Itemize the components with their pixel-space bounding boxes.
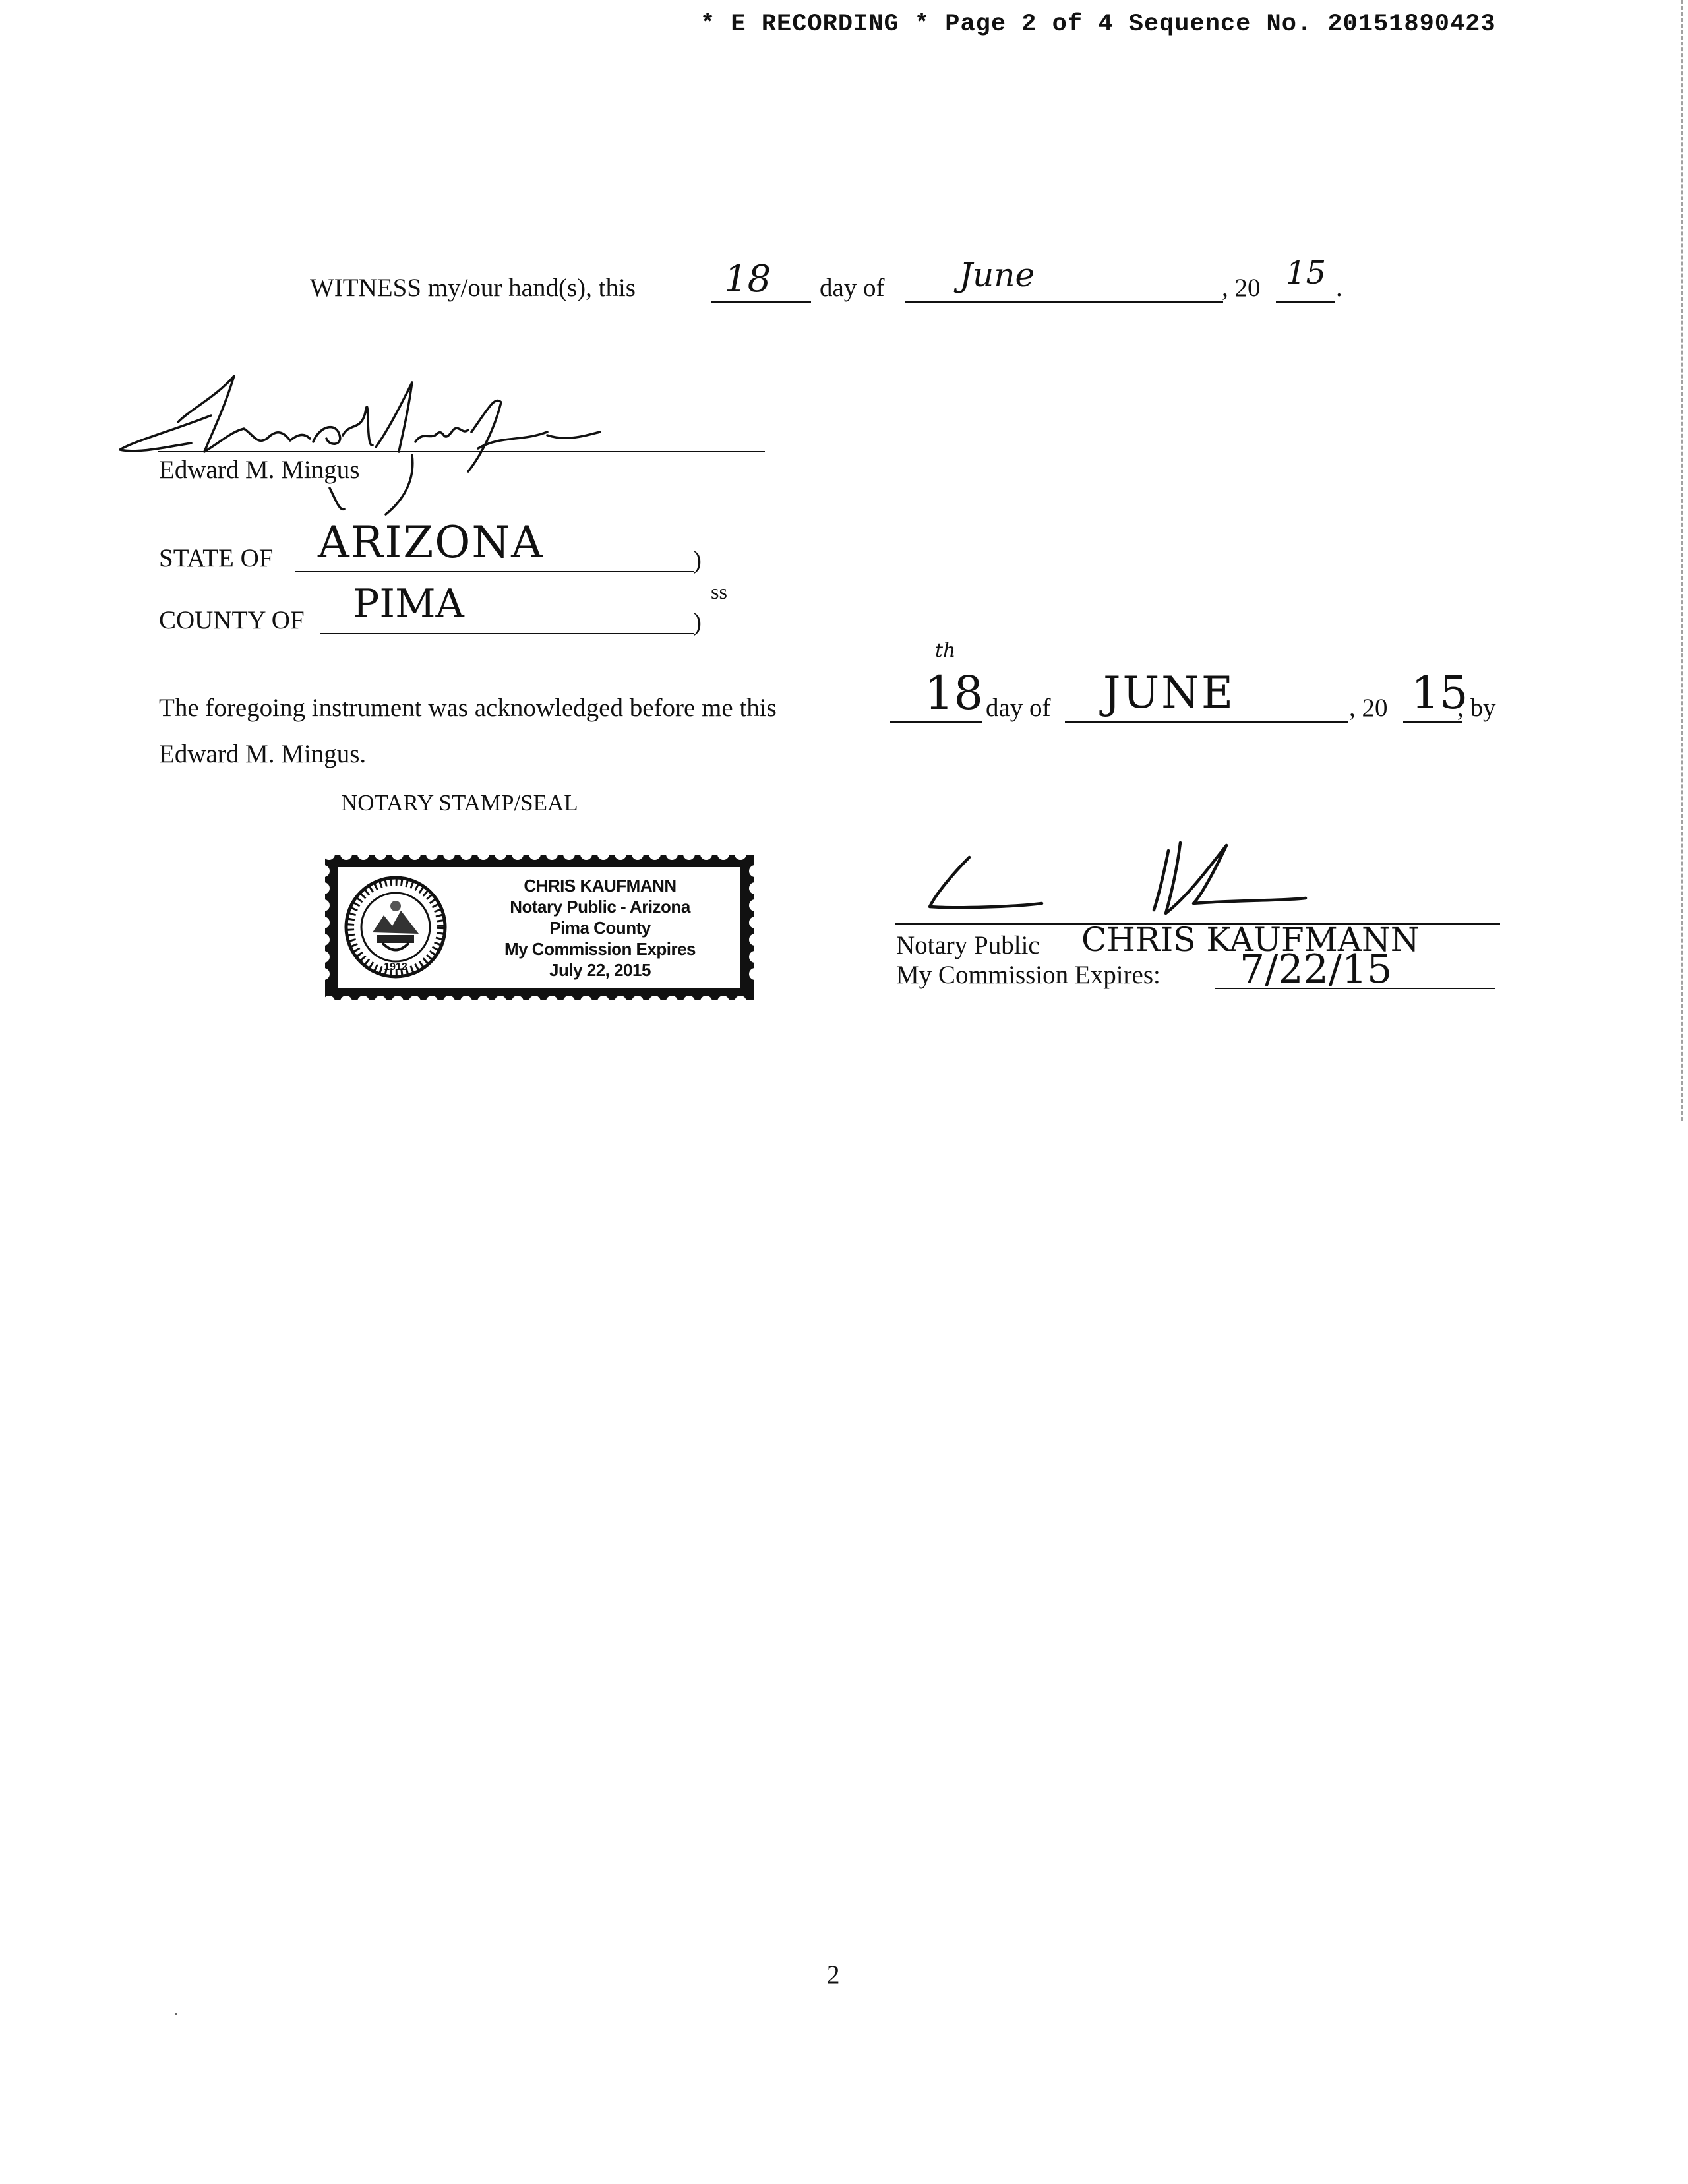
stamp-notch xyxy=(597,996,609,1008)
ack-day-suffix: th xyxy=(935,639,956,662)
stamp-notch xyxy=(735,996,746,1008)
witness-period: . xyxy=(1336,274,1342,302)
county-rule xyxy=(320,633,694,634)
notary-stamp-caption: NOTARY STAMP/SEAL xyxy=(341,790,578,816)
page-number: 2 xyxy=(827,1960,840,1989)
stamp-notch xyxy=(426,996,438,1008)
stamp-notch xyxy=(318,917,330,928)
county-paren: ) xyxy=(693,608,702,636)
stamp-notch xyxy=(443,848,455,860)
stamp-notch xyxy=(495,848,506,860)
scan-edge xyxy=(1679,0,1683,1121)
ack-day-of: day of xyxy=(986,694,1051,722)
stamp-notch xyxy=(615,996,626,1008)
stamp-notch xyxy=(649,996,661,1008)
ack-by: , by xyxy=(1457,694,1496,722)
stamp-notch xyxy=(512,848,524,860)
signer-signature-text: Edward M. Mingus xyxy=(112,369,117,370)
stamp-line-3: Pima County xyxy=(549,918,651,938)
stamp-notch xyxy=(460,996,472,1008)
stamp-notch xyxy=(700,848,712,860)
stamp-notch xyxy=(357,996,369,1008)
notary-signature-graphic xyxy=(917,837,1431,930)
stamp-line-4: My Commission Expires xyxy=(504,939,696,959)
witness-day-value: 18 xyxy=(724,258,771,301)
stamp-notch xyxy=(318,865,330,877)
state-rule xyxy=(295,571,694,572)
stamp-notch xyxy=(409,848,421,860)
witness-day-of: day of xyxy=(820,274,885,302)
stamp-notch xyxy=(477,848,489,860)
stamp-notch xyxy=(563,848,575,860)
ack-month-rule xyxy=(1065,721,1348,723)
stamp-notch xyxy=(318,968,330,980)
notary-expires-value: 7/22/15 xyxy=(1240,946,1393,992)
stamp-notch xyxy=(392,996,404,1008)
ack-century: , 20 xyxy=(1349,694,1388,722)
stamp-notch xyxy=(318,899,330,911)
stamp-notch xyxy=(717,848,729,860)
ack-text: The foregoing instrument was acknowledged before me this xyxy=(159,694,777,722)
stamp-notch xyxy=(615,848,626,860)
stamp-notch xyxy=(318,882,330,894)
stamp-notch xyxy=(735,848,746,860)
stamp-notch xyxy=(749,934,761,946)
stamp-notch xyxy=(632,848,644,860)
ss-label: ss xyxy=(711,580,727,603)
state-label: STATE OF xyxy=(159,544,274,572)
stamp-notch xyxy=(749,917,761,928)
stamp-notch xyxy=(495,996,506,1008)
ack-month-value: JUNE xyxy=(1103,667,1236,718)
signer-name: Edward M. Mingus xyxy=(159,456,360,484)
stamp-notch xyxy=(375,848,386,860)
ack-day-rule xyxy=(890,721,982,723)
stamp-notch xyxy=(749,899,761,911)
stamp-notch xyxy=(357,848,369,860)
stamp-notch xyxy=(460,848,472,860)
recording-header: * E RECORDING * Page 2 of 4 Sequence No. 20151890423 xyxy=(700,11,1496,38)
stamp-notch xyxy=(529,848,541,860)
stamp-notch xyxy=(683,996,695,1008)
stamp-notch xyxy=(375,996,386,1008)
stamp-line-2: Notary Public - Arizona xyxy=(510,897,690,917)
stamp-notch xyxy=(477,996,489,1008)
county-label: COUNTY OF xyxy=(159,606,305,634)
ack-year-rule xyxy=(1403,721,1462,723)
stamp-notch xyxy=(749,951,761,963)
stamp-notch xyxy=(323,996,335,1008)
notary-public-name: CHRIS KAUFMANN xyxy=(1081,921,1420,959)
state-value: ARIZONA xyxy=(318,517,544,568)
stamp-notch xyxy=(580,996,592,1008)
stamp-line-1: CHRIS KAUFMANN xyxy=(524,876,677,895)
stamp-notch xyxy=(426,848,438,860)
stamp-notch xyxy=(392,848,404,860)
stamp-notch xyxy=(666,996,678,1008)
stamp-notch xyxy=(597,848,609,860)
stamp-notch xyxy=(563,996,575,1008)
stamp-notch xyxy=(340,848,352,860)
signer-signature-graphic xyxy=(112,369,706,541)
ack-year-value: 15 xyxy=(1411,667,1468,719)
witness-year-rule xyxy=(1276,301,1335,303)
stamp-notch xyxy=(749,882,761,894)
notary-public-label: Notary Public xyxy=(896,931,1040,959)
stamp-notch xyxy=(649,848,661,860)
stamp-notch xyxy=(666,848,678,860)
stamp-notch xyxy=(632,996,644,1008)
stamp-notch xyxy=(529,996,541,1008)
notary-expires-label: My Commission Expires: xyxy=(896,961,1160,989)
stamp-line-5: July 22, 2015 xyxy=(549,960,651,980)
witness-year-value: 15 xyxy=(1286,255,1327,291)
witness-century: , 20 xyxy=(1222,274,1261,302)
stamp-notch xyxy=(340,996,352,1008)
stamp-notch xyxy=(683,848,695,860)
stamp-notch xyxy=(318,951,330,963)
county-value: PIMA xyxy=(353,581,464,627)
seal-year: 1912 xyxy=(384,961,407,973)
stamp-notch xyxy=(580,848,592,860)
stamp-notch xyxy=(546,996,558,1008)
signer-rule xyxy=(158,451,765,452)
witness-month-value: June xyxy=(959,256,1035,294)
state-paren: ) xyxy=(693,546,702,574)
witness-day-rule xyxy=(711,301,811,303)
stamp-notch xyxy=(749,968,761,980)
scan-speck xyxy=(175,2013,177,2015)
stamp-notch xyxy=(318,934,330,946)
stamp-notch xyxy=(323,848,335,860)
ack-day-value: 18 xyxy=(924,666,984,720)
arizona-seal-icon xyxy=(343,874,448,980)
stamp-notch xyxy=(546,848,558,860)
stamp-notch xyxy=(717,996,729,1008)
stamp-notch xyxy=(749,865,761,877)
ack-line2: Edward M. Mingus. xyxy=(159,740,367,768)
stamp-notch xyxy=(443,996,455,1008)
stamp-notch xyxy=(512,996,524,1008)
witness-text: WITNESS my/our hand(s), this xyxy=(310,274,636,302)
witness-month-rule xyxy=(905,301,1223,303)
stamp-notch xyxy=(700,996,712,1008)
stamp-notch xyxy=(409,996,421,1008)
